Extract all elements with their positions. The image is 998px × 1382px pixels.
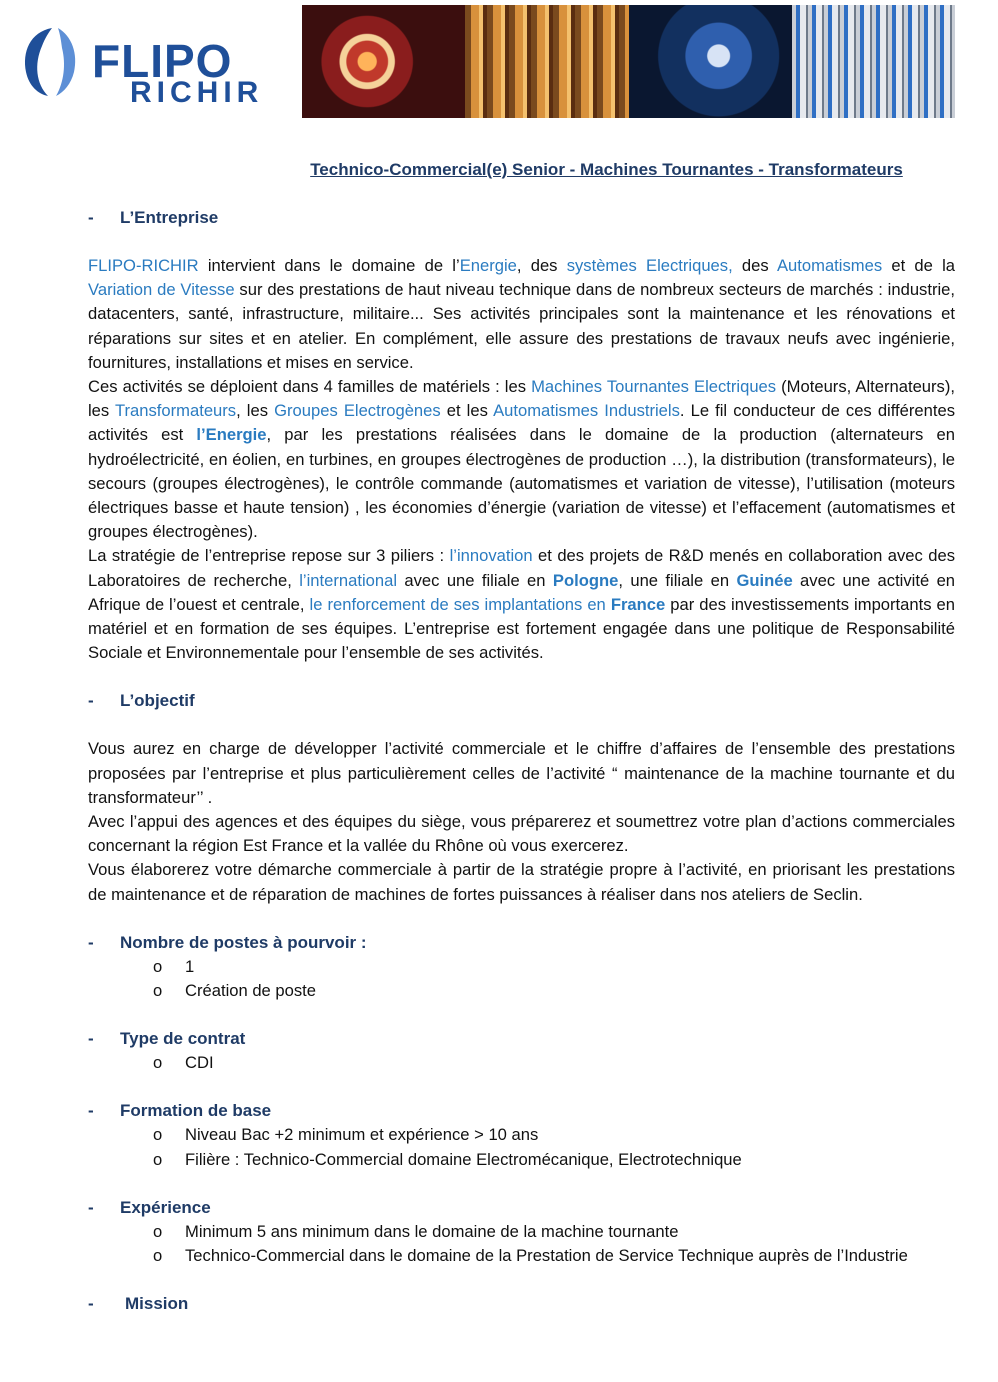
bullet-icon: o (153, 1053, 163, 1073)
objectif-paragraph-1: Vous aurez en charge de développer l’activité commerciale et le chiffre d’affaires de l’ensemble des prestations proposées par l’entreprise et plus particulièrement celles de l’activité “ maintenance de la machine tournante et du transformateur’’ . (88, 739, 955, 807)
objectif-paragraph-3: Vous élaborerez votre démarche commerciale à partir de la stratégie propre à l’activité, en priorisant les prestations de maintenance et de réparation de machines de fortes puissances à réaliser dans nos ateliers de Seclin. (88, 860, 955, 904)
formation-list (88, 1123, 955, 1171)
section-heading-text: Nombre de postes à pourvoir : (120, 932, 367, 952)
list-item (88, 955, 955, 979)
company-name-highlight: FLIPO-RICHIR (88, 256, 199, 275)
lenergie-highlight: l’Energie (196, 425, 267, 445)
section-heading-contrat (88, 1027, 955, 1051)
section-heading-mission (88, 1292, 955, 1316)
contrat-list (88, 1051, 955, 1075)
automatismes-highlight: Automatismes (776, 256, 883, 275)
section-heading-text: L’Entreprise (120, 208, 219, 227)
bullet-icon: o (153, 1221, 163, 1241)
postes-list (88, 955, 955, 1003)
text-span: et des projets de R&D menés en collaboration avec des Laboratoires de recherche, (88, 546, 956, 590)
section-heading-experience (88, 1196, 955, 1220)
page-title: Technico-Commercial(e) Senior - Machines Tournantes - Transformateurs (310, 160, 903, 179)
entreprise-paragraph-1 (88, 254, 955, 375)
text-span: , les (236, 401, 275, 421)
list-item (88, 979, 955, 1003)
bullet-icon: o (153, 1246, 163, 1266)
section-dash: - (88, 1197, 94, 1217)
section-heading-entreprise (88, 206, 955, 230)
section-dash: - (88, 932, 94, 952)
list-item-text: Niveau Bac +2 minimum et expérience > 10 ans (185, 1125, 539, 1145)
energie-highlight: Energie (459, 256, 517, 275)
text-span: avec une activité en Afrique de l’ouest et centrale, (88, 570, 956, 614)
list-item-text: 1 (185, 956, 195, 976)
section-dash: - (88, 208, 94, 227)
text-span: . Le fil conducteur de ces différentes activités est (88, 401, 955, 445)
section-heading-text: Expérience (120, 1197, 211, 1217)
text-span: , des (516, 256, 567, 275)
text-span: , par les prestations réalisées dans le domaine de la production (alternateurs en hydroélectricité, en éolien, en turbines, en groupes électrogènes de production …), la distribution (transformateurs), le secours (groupes électrogènes), le contrôle commande (automatismes et variation de vitesse), l’utilisation (moteurs électriques basse et haute tension) , les économies d’énergie (variation de vitesse) et l’effacement (automatismes et groupes électrogènes). (88, 425, 955, 542)
company-logo (22, 20, 272, 109)
banner-transformer-coils-image (465, 5, 628, 118)
section-heading-postes (88, 931, 955, 955)
section-dash: - (88, 1029, 94, 1049)
list-item-text: Minimum 5 ans minimum dans le domaine de la machine tournante (185, 1221, 679, 1241)
logo-text-richir: RICHIR (130, 76, 264, 109)
international-highlight: l’international (299, 570, 398, 590)
logo-text-flipo: FLIPO (92, 35, 233, 87)
machines-highlight: Machines Tournantes Electriques (531, 377, 777, 397)
section-heading-text: Mission (125, 1294, 189, 1314)
list-item (88, 1051, 955, 1075)
text-span: et de la (882, 256, 955, 275)
innovation-highlight: l’innovation (449, 546, 533, 566)
entreprise-paragraph-3 (88, 544, 955, 665)
header-banner-image (302, 5, 955, 118)
list-item (88, 1220, 955, 1244)
renforcement-highlight: le renforcement de ses implantations en (309, 594, 611, 614)
text-span: , une filiale en (618, 570, 737, 590)
bullet-icon: o (153, 956, 163, 976)
transformateurs-highlight: Transformateurs (115, 401, 237, 421)
section-heading-objectif (88, 689, 955, 713)
objectif-paragraph-2: Avec l’appui des agences et des équipes du siège, vous préparerez et soumettrez votre plan d’actions commerciales concernant la région Est France et la vallée du Rhône où vous exercerez. (88, 812, 955, 856)
list-item-text: Création de poste (185, 981, 316, 1001)
automatismes-industriels-highlight: Automatismes Industriels (493, 401, 680, 421)
pologne-highlight: Pologne (552, 570, 619, 590)
text-span: des (732, 256, 777, 275)
section-heading-formation (88, 1099, 955, 1123)
list-item-text: CDI (185, 1053, 214, 1073)
bullet-icon: o (153, 1125, 163, 1145)
variation-highlight: Variation de Vitesse (88, 280, 235, 300)
logo-swoosh-icon (22, 26, 84, 98)
text-span: sur des prestations de haut niveau technique dans de nombreux secteurs de marchés : industrie, datacenters, santé, infrastructure, militaire... Ses activités principales sont la maintenance et les rénovations et réparations sur sites et en atelier. En complément, elle assure des prestations de travaux neufs avec ingénierie, fournitures, installations et mises en service. (88, 280, 956, 372)
list-item (88, 1244, 955, 1268)
banner-motor-stator-image (302, 5, 465, 118)
systemes-highlight: systèmes Electriques, (566, 256, 733, 275)
section-heading-text: Formation de base (120, 1101, 272, 1121)
list-item-text: Filière : Technico-Commercial domaine Electromécanique, Electrotechnique (185, 1149, 742, 1169)
guinee-highlight: Guinée (736, 570, 793, 590)
list-item-text: Technico-Commercial dans le domaine de la Prestation de Service Technique auprès de l’Industrie (185, 1246, 908, 1266)
text-span: avec une filiale en (397, 570, 553, 590)
document-body (88, 160, 955, 1316)
groupes-highlight: Groupes Electrogènes (274, 401, 441, 421)
section-dash: - (88, 1101, 94, 1121)
banner-engine-image (629, 5, 792, 118)
list-item (88, 1148, 955, 1172)
list-item (88, 1123, 955, 1147)
bullet-icon: o (153, 1149, 163, 1169)
france-highlight: France (610, 594, 666, 614)
text-span: et les (440, 401, 494, 421)
entreprise-paragraph-2 (88, 375, 955, 544)
text-span: (Moteurs, Alternateurs), les (88, 377, 955, 421)
page-header (0, 0, 998, 130)
section-dash: - (88, 1294, 94, 1314)
bullet-icon: o (153, 981, 163, 1001)
experience-list (88, 1220, 955, 1268)
section-dash: - (88, 691, 94, 711)
text-span: La stratégie de l’entreprise repose sur 3 piliers : (88, 546, 450, 566)
section-heading-text: L’objectif (120, 691, 195, 711)
section-heading-text: Type de contrat (120, 1029, 246, 1049)
text-span: par des investissements importants en matériel et en formation de ses équipes. L’entreprise est fortement engagée dans une politique de Responsabilité Sociale et Environnementale pour l’ensemble de ses activités. (88, 594, 955, 663)
text-span: intervient dans le domaine de l’ (198, 256, 460, 275)
text-span: Ces activités se déploient dans 4 familles de matériels : les (88, 377, 532, 397)
banner-control-cabinet-image (792, 5, 955, 118)
